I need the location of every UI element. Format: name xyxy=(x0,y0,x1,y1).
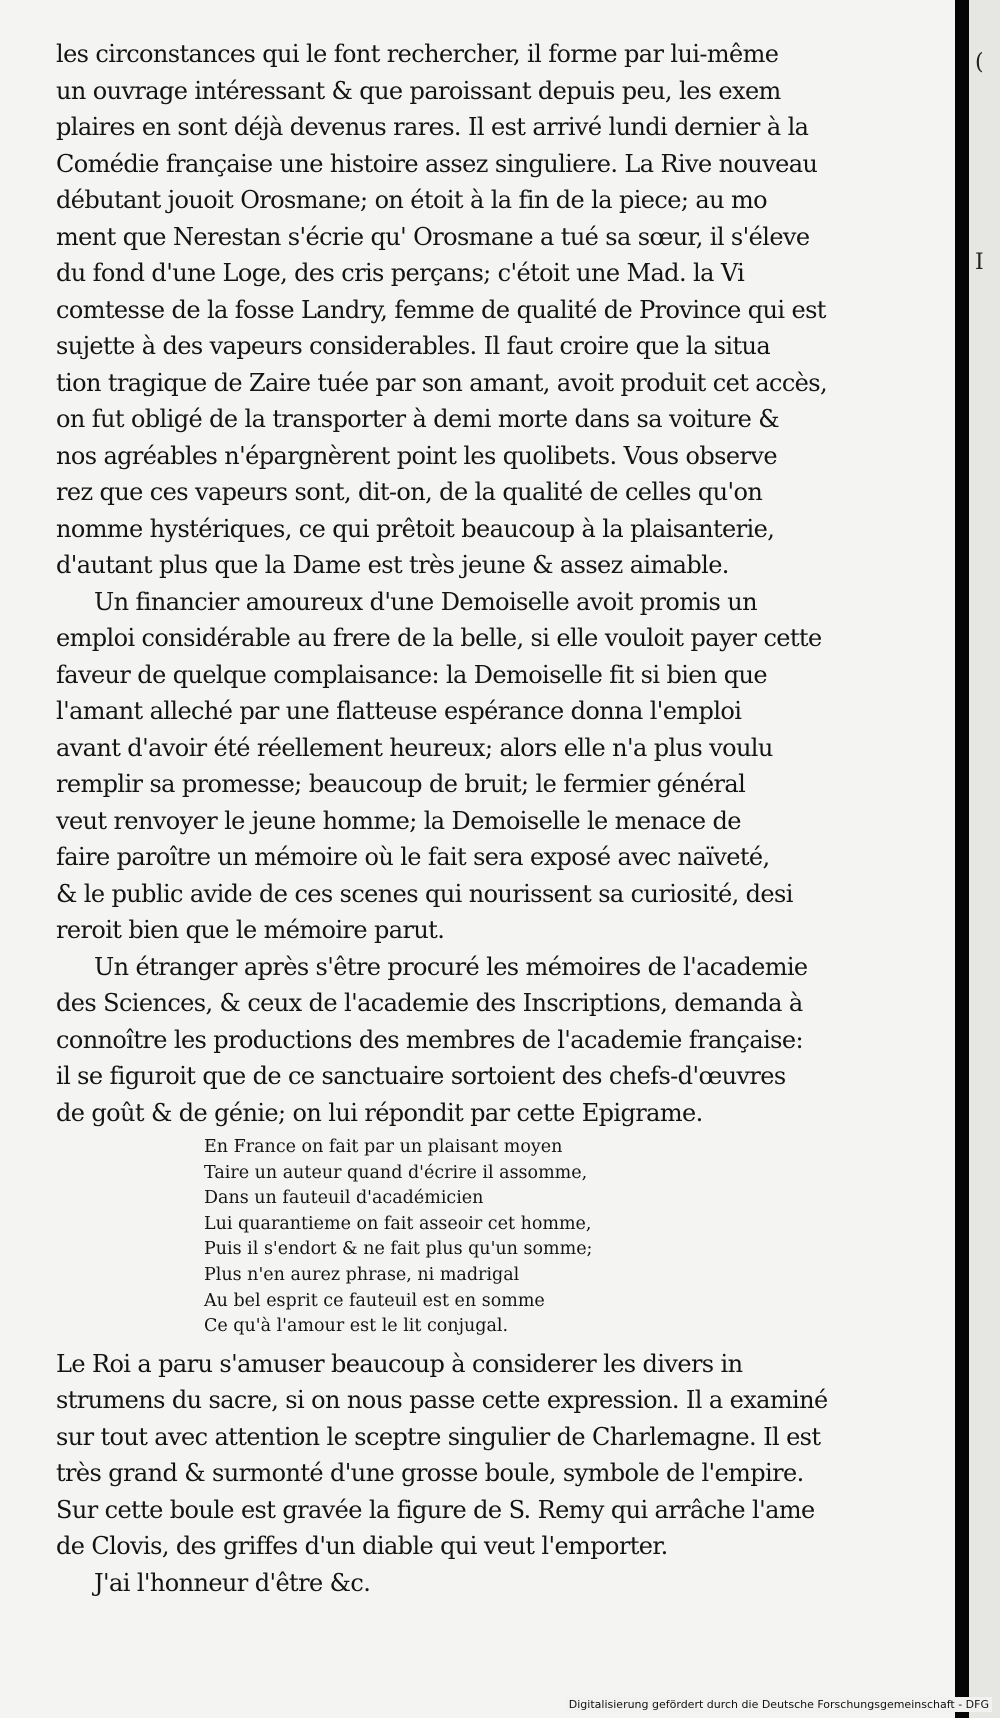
adjacent-page-edge xyxy=(969,0,1000,1718)
text-line: de goût & de génie; on lui répondit par cette Epigrame. xyxy=(56,1098,703,1127)
poem-verse: Plus n'en aurez phrase, ni madrigal xyxy=(204,1264,520,1285)
poem-verse: Puis il s'endort & ne fait plus qu'un somme; xyxy=(204,1239,593,1260)
text-line: connoître les productions des membres de l'academie française: xyxy=(56,1025,803,1054)
text-line: tion tragique de Zaire tuée par son amant, avoit produit cet accès, xyxy=(56,368,828,397)
paragraph-etranger xyxy=(56,949,952,1132)
text-line: Comédie française une histoire assez singuliere. La Rive nouveau xyxy=(56,149,818,178)
text-line: les circonstances qui le font rechercher, il forme par lui-même xyxy=(56,40,779,68)
signoff-line: J'ai l'honneur d'être &c. xyxy=(94,1568,371,1597)
text-line: un ouvrage intéressant & que paroissant depuis peu, les exem xyxy=(56,76,781,105)
text-line: sur tout avec attention le sceptre singulier de Charlemagne. Il est xyxy=(56,1422,821,1451)
text-line: nomme hystériques, ce qui prêtoit beaucoup à la plaisanterie, xyxy=(56,514,775,543)
poem-verse: Au bel esprit ce fauteuil est en somme xyxy=(204,1290,545,1311)
text-line: Un financier amoureux d'une Demoiselle avoit promis un xyxy=(94,587,757,616)
text-line: très grand & surmonté d'une grosse boule, symbole de l'empire. xyxy=(56,1459,804,1488)
text-line: nos agréables n'épargnèrent point les quolibets. Vous observe xyxy=(56,441,777,470)
text-line: rez que ces vapeurs sont, dit-on, de la qualité de celles qu'on xyxy=(56,478,763,506)
text-line: & le public avide de ces scenes qui nourissent sa curiosité, desi xyxy=(56,879,793,908)
text-line: comtesse de la fosse Landry, femme de qualité de Province qui est xyxy=(56,295,826,324)
text-line: ment que Nerestan s'écrie qu' Orosmane a tué sa sœur, il s'éleve xyxy=(56,222,810,251)
text-line: Le Roi a paru s'amuser beaucoup à considerer les divers in xyxy=(56,1349,743,1378)
poem-verse: En France on fait par un plaisant moyen xyxy=(204,1137,563,1157)
text-line: veut renvoyer le jeune homme; la Demoiselle le menace de xyxy=(56,806,741,835)
digitization-credit: Digitalisierung gefördert durch die Deutsche Forschungsgemeinschaft - DFG xyxy=(566,1697,992,1712)
epigram-poem xyxy=(204,1135,952,1340)
text-line: faire paroître un mémoire où le fait sera exposé avec naïveté, xyxy=(56,843,770,871)
text-line: avant d'avoir été réellement heureux; alors elle n'a plus voulu xyxy=(56,733,773,762)
text-line: il se figuroit que de ce sanctuaire sortoient des chefs-d'œuvres xyxy=(56,1062,786,1090)
poem-verse: Taire un auteur quand d'écrire il assomme, xyxy=(204,1162,588,1183)
poem-verse: Lui quarantieme on fait asseoir cet homme, xyxy=(204,1213,592,1234)
text-line: faveur de quelque complaisance: la Demoiselle fit si bien que xyxy=(56,660,768,689)
text-line: plaires en sont déjà devenus rares. Il est arrivé lundi dernier à la xyxy=(56,113,809,141)
poem-verse: Dans un fauteuil d'académicien xyxy=(204,1188,484,1209)
text-line: débutant jouoit Orosmane; on étoit à la fin de la piece; au mo xyxy=(56,186,767,214)
text-line: remplir sa promesse; beaucoup de bruit; le fermier général xyxy=(56,770,746,798)
paragraph-roi xyxy=(56,1346,952,1565)
text-line: emploi considérable au frere de la belle, si elle vouloit payer cette xyxy=(56,624,822,652)
adjacent-page-glyph: I xyxy=(975,250,984,275)
text-line: on fut obligé de la transporter à demi morte dans sa voiture & xyxy=(56,405,780,433)
text-line: strumens du sacre, si on nous passe cette expression. Il a examiné xyxy=(56,1386,828,1415)
text-line: d'autant plus que la Dame est très jeune & assez aimable. xyxy=(56,551,729,579)
text-line: des Sciences, & ceux de l'academie des Inscriptions, demanda à xyxy=(56,989,803,1017)
text-line: l'amant alleché par une flatteuse espérance donna l'emploi xyxy=(56,697,742,725)
text-line: Sur cette boule est gravée la figure de S. Remy qui arrâche l'ame xyxy=(56,1495,815,1524)
text-line: de Clovis, des griffes d'un diable qui veut l'emporter. xyxy=(56,1532,668,1561)
text-line: Un étranger après s'être procuré les mémoires de l'academie xyxy=(94,952,808,981)
text-line: sujette à des vapeurs considerables. Il faut croire que la situa xyxy=(56,332,771,360)
adjacent-page-glyph: ( xyxy=(975,50,984,75)
text-line: du fond d'une Loge, des cris perçans; c'étoit une Mad. la Vi xyxy=(56,259,745,287)
text-line: reroit bien que le mémoire parut. xyxy=(56,916,445,944)
page-text xyxy=(56,36,952,1601)
paragraph-financier xyxy=(56,584,952,949)
book-spine-shadow xyxy=(955,0,969,1718)
paragraph-vicomtesse xyxy=(56,36,952,584)
poem-verse: Ce qu'à l'amour est le lit conjugal. xyxy=(204,1316,509,1337)
